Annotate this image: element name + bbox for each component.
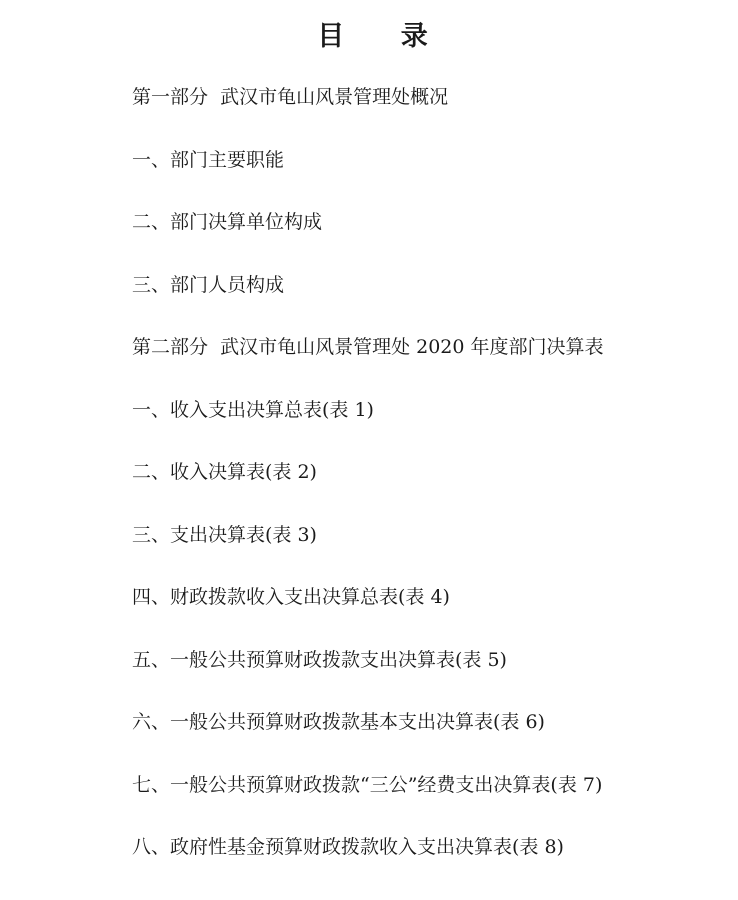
table-of-contents: [132, 84, 604, 897]
toc-entry: 七、一般公共预算财政拨款“三公”经费支出决算表(表 7): [132, 773, 603, 796]
toc-entry: 一、收入支出决算总表(表 1): [132, 398, 374, 421]
toc-entry: 五、一般公共预算财政拨款支出决算表(表 5): [132, 648, 507, 671]
page-title: 目 录: [317, 21, 428, 52]
toc-entry: 六、一般公共预算财政拨款基本支出决算表(表 6): [132, 711, 545, 733]
toc-part-2-heading: 第二部分 武汉市龟山风景管理处 2020 年度部门决算表: [132, 336, 604, 358]
toc-entry: 二、收入决算表(表 2): [132, 461, 317, 483]
toc-entry: 八、政府性基金预算财政拨款收入支出决算表(表 8): [132, 836, 564, 858]
toc-entry: 二、部门决算单位构成: [132, 211, 323, 233]
toc-entry: 一、部门主要职能: [132, 148, 285, 171]
toc-part-1-heading: 第一部分 武汉市龟山风景管理处概况: [132, 86, 449, 108]
toc-entry: 三、支出决算表(表 3): [132, 523, 317, 546]
toc-entry: 三、部门人员构成: [132, 273, 285, 296]
toc-entry: 四、财政拨款收入支出决算总表(表 4): [132, 586, 450, 608]
